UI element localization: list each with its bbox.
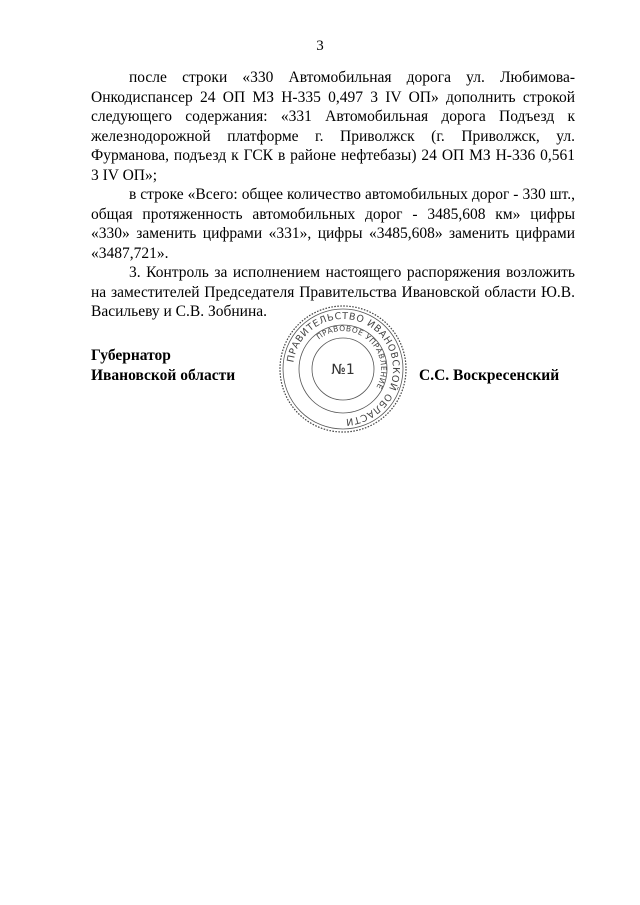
document-body [91, 68, 575, 322]
paragraph-amendment-total: в строке «Всего: общее количество автомобильных дорог - 330 шт., общая протяженность автомобильных дорог - 3485,608 км» цифры «330» заменить цифрами «331», цифры «3485,608» заменить цифрами «3487,721». [91, 186, 575, 262]
signatory-position [91, 346, 235, 385]
stamp-outer-text: ПРАВИТЕЛЬСТВО ИВАНОВСКОЙ ОБЛАСТИ [285, 310, 402, 428]
signatory-position-line1: Губернатор [91, 347, 171, 364]
stamp-center-number: №1 [331, 362, 355, 378]
signatory-position-line2: Ивановской области [91, 366, 236, 384]
page-number: 3 [316, 38, 324, 54]
stamp-inner-text: ПРАВОВОЕ УПРАВЛЕНИЕ [314, 323, 389, 391]
signatory-name: С.С. Воскресенский [419, 367, 560, 384]
official-seal-stamp [277, 303, 409, 435]
paragraph-amendment-road-list: после строки «330 Автомобильная дорога ул. Любимова-Онкодиспансер 24 ОП МЗ Н-335 0,497 3 IV ОП» дополнить строкой следующего содержания: «331 Автомобильная дорога Подъезд к железнодорожной платформе г. Приволжск (г. Приволжск, ул. Фурманова, подъезд к ГСК в районе нефтебазы) 24 ОП МЗ Н-336 0,561 3 IV ОП»; [91, 69, 575, 184]
paragraph-control-clause: 3. Контроль за исполнением настоящего распоряжения возложить на заместителей Председателя Правительства Ивановской области Ю.В. Васильеву и С.В. Зобнина. [91, 264, 575, 320]
